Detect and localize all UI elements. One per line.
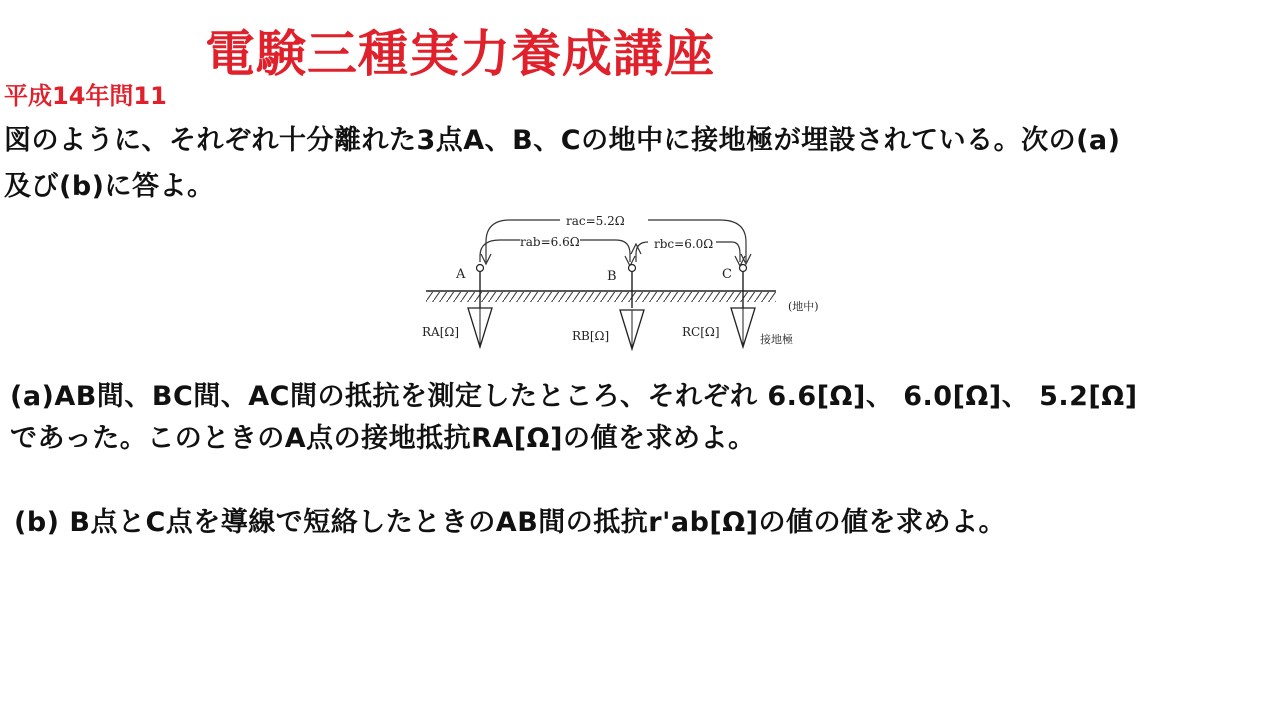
question-part-a xyxy=(10,376,1272,460)
label-rc: RC[Ω] xyxy=(682,325,720,339)
course-title: 電験三種実力養成講座 xyxy=(205,25,715,83)
label-rac: rac=5.2Ω xyxy=(566,214,625,228)
label-ra: RA[Ω] xyxy=(422,325,460,339)
intro-line-2: 及び(b)に答よ。 xyxy=(4,171,215,202)
point-c-label: C xyxy=(722,267,732,282)
part-a-line-2: であった。このときのA点の接地抵抗RA[Ω]の値を求めよ。 xyxy=(10,423,756,454)
ground-hatch xyxy=(426,292,776,302)
part-a-line-1: (a)AB間、BC間、AC間の抵抗を測定したところ、それぞれ 6.6[Ω]、 6.0[Ω]、 5.2[Ω] xyxy=(10,381,1138,412)
electrode-label: 接地極 xyxy=(760,333,793,346)
question-part-b: (b) B点とC点を導線で短絡したときのAB間の抵抗r'ab[Ω]の値の値を求めよ。 xyxy=(14,507,1007,538)
label-rb: RB[Ω] xyxy=(572,329,610,343)
label-rbc: rbc=6.0Ω xyxy=(654,237,714,251)
ground-label: (地中) xyxy=(788,300,819,313)
intro-line-1: 図のように、それぞれ十分離れた3点A、B、Cの地中に接地極が埋設されている。次の(a) xyxy=(4,125,1121,156)
grounding-diagram xyxy=(420,210,840,360)
point-a-label: A xyxy=(456,267,466,282)
label-rab: rab=6.6Ω xyxy=(520,235,580,249)
exam-year-label: 平成14年問11 xyxy=(4,82,167,110)
question-intro xyxy=(4,118,1272,210)
point-b-label: B xyxy=(607,269,617,284)
